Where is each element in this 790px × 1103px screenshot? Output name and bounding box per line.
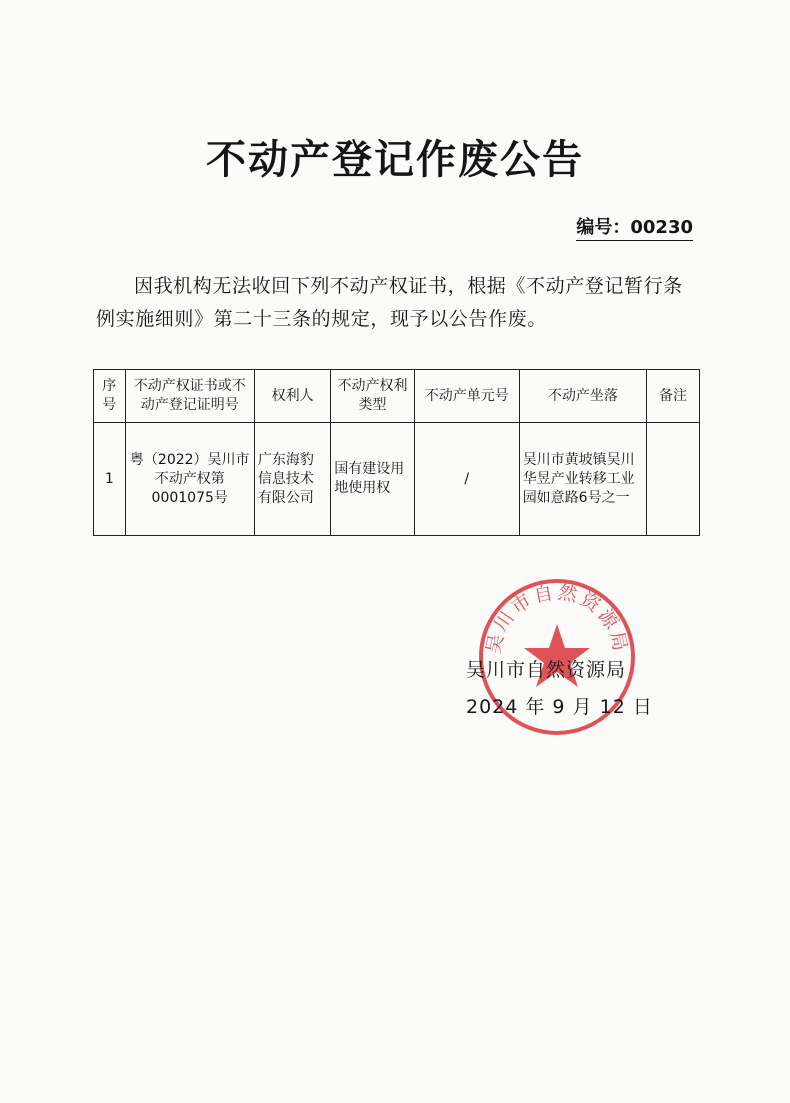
cell-right-holder: 广东海豹信息技术有限公司 [254, 423, 330, 536]
issuer-name: 吴川市自然资源局 [466, 659, 627, 681]
notice-table [93, 369, 700, 536]
notice-body: 因我机构无法收回下列不动产权证书，根据《不动产登记暂行条例实施细则》第二十三条的规定，现予以公告作废。 [96, 275, 683, 330]
page-title: 不动产登记作废公告 [206, 136, 584, 183]
header-remarks: 备注 [646, 370, 699, 423]
cell-unit-number: / [414, 423, 519, 536]
header-right-type: 不动产权利类型 [331, 370, 415, 423]
cell-index: 1 [94, 423, 126, 536]
cell-right-type: 国有建设用地使用权 [331, 423, 415, 536]
table-header-row [94, 370, 700, 423]
document-number: 编号：00230 [576, 213, 693, 241]
header-unit-number: 不动产单元号 [414, 370, 519, 423]
header-location: 不动产坐落 [519, 370, 646, 423]
cell-remarks [646, 423, 699, 536]
header-certificate-number: 不动产权证书或不动产登记证明号 [125, 370, 254, 423]
header-index: 序号 [94, 370, 126, 423]
seal-text: 吴川市自然资源局 [482, 581, 632, 656]
issue-date: 2024 年 9 月 12 日 [466, 696, 653, 718]
cell-certificate-number: 粤（2022）吴川市不动产权第0001075号 [125, 423, 254, 536]
header-right-holder: 权利人 [254, 370, 330, 423]
table-row [94, 423, 700, 536]
cell-location: 吴川市黄坡镇吴川华昱产业转移工业园如意路6号之一 [519, 423, 646, 536]
